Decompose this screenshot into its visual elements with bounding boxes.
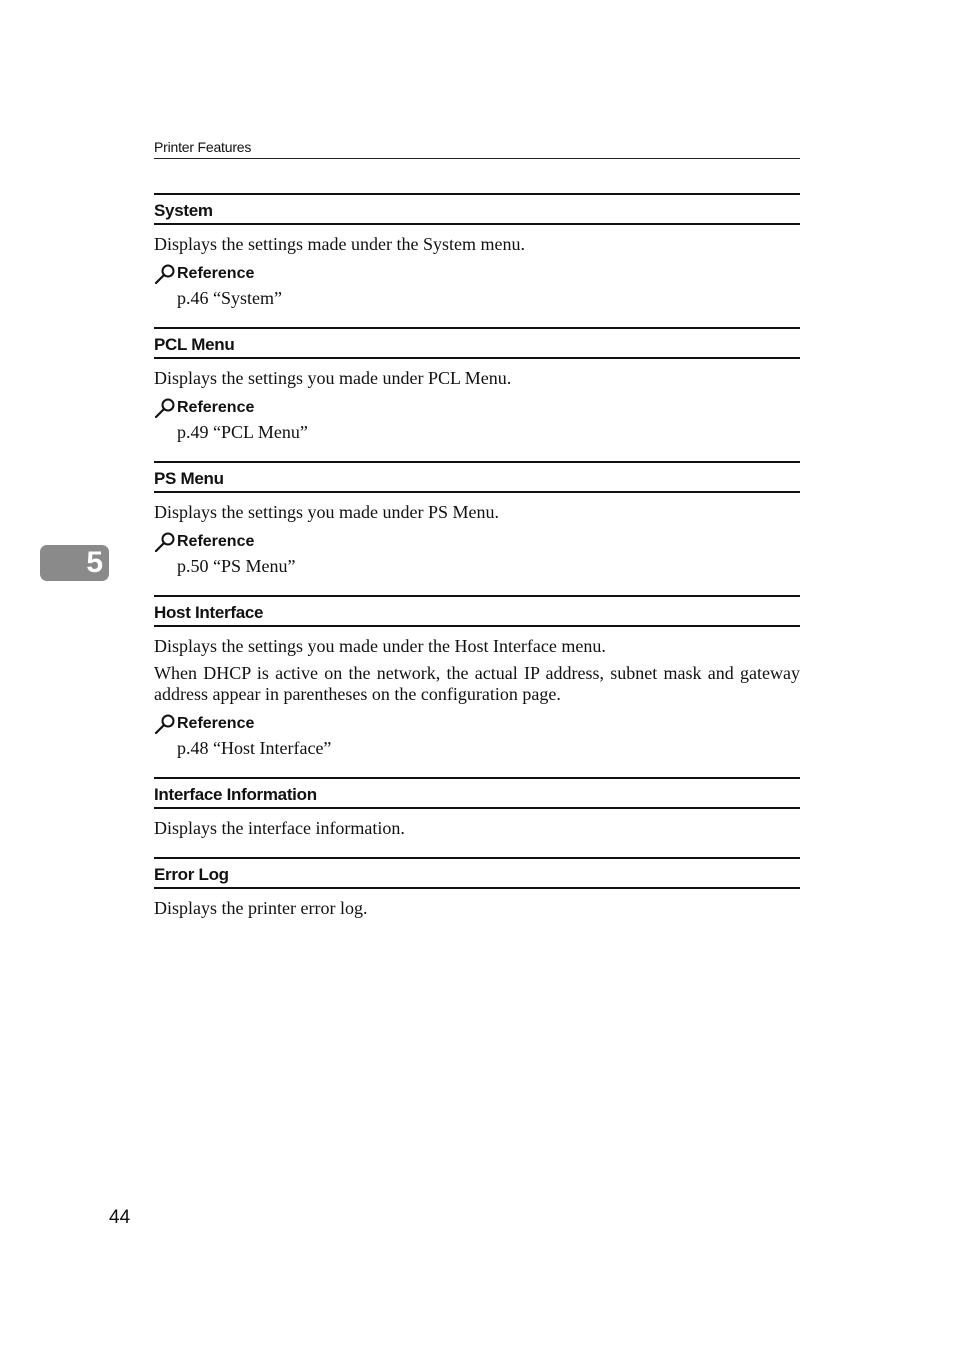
section-heading: Interface Information xyxy=(154,777,800,809)
section-heading: PCL Menu xyxy=(154,327,800,359)
spacer xyxy=(154,577,800,595)
magnifier-icon xyxy=(154,264,176,284)
section-description: Displays the interface information. xyxy=(154,818,405,838)
section-note: When DHCP is active on the network, the actual IP address, subnet mask and gateway address appear in parentheses on the configuration page. xyxy=(154,663,800,704)
section-interface-information xyxy=(154,777,800,857)
reference-label: Reference xyxy=(177,533,255,550)
page-number: 44 xyxy=(109,1207,131,1228)
section-host-interface xyxy=(154,595,800,777)
reference-link: p.49 “PCL Menu” xyxy=(177,422,308,442)
section-pcl-menu xyxy=(154,327,800,461)
running-header: Printer Features xyxy=(154,139,800,159)
spacer xyxy=(154,839,800,857)
main-content xyxy=(154,193,800,919)
reference-label: Reference xyxy=(177,265,255,282)
magnifier-icon xyxy=(154,532,176,552)
spacer xyxy=(154,759,800,777)
reference-link: p.50 “PS Menu” xyxy=(177,556,296,576)
magnifier-icon xyxy=(154,398,176,418)
section-ps-menu xyxy=(154,461,800,595)
section-heading: PS Menu xyxy=(154,461,800,493)
reference-link: p.46 “System” xyxy=(177,288,282,308)
chapter-tab: 5 xyxy=(40,545,109,581)
section-heading: System xyxy=(154,193,800,225)
spacer xyxy=(154,443,800,461)
section-description: Displays the settings you made under PCL Menu. xyxy=(154,368,512,388)
section-description: Displays the settings you made under the Host Interface menu. xyxy=(154,636,606,656)
section-heading: Error Log xyxy=(154,857,800,889)
section-heading: Host Interface xyxy=(154,595,800,627)
section-error-log xyxy=(154,857,800,919)
reference-link: p.48 “Host Interface” xyxy=(177,738,332,758)
reference-label: Reference xyxy=(177,715,255,732)
section-description: Displays the settings you made under PS Menu. xyxy=(154,502,499,522)
magnifier-icon xyxy=(154,714,176,734)
reference-heading xyxy=(154,264,800,284)
reference-label: Reference xyxy=(177,399,255,416)
spacer xyxy=(154,309,800,327)
reference-heading xyxy=(154,714,800,734)
reference-heading xyxy=(154,532,800,552)
section-system xyxy=(154,193,800,327)
reference-heading xyxy=(154,398,800,418)
section-description: Displays the settings made under the System menu. xyxy=(154,234,525,254)
section-description: Displays the printer error log. xyxy=(154,898,368,918)
